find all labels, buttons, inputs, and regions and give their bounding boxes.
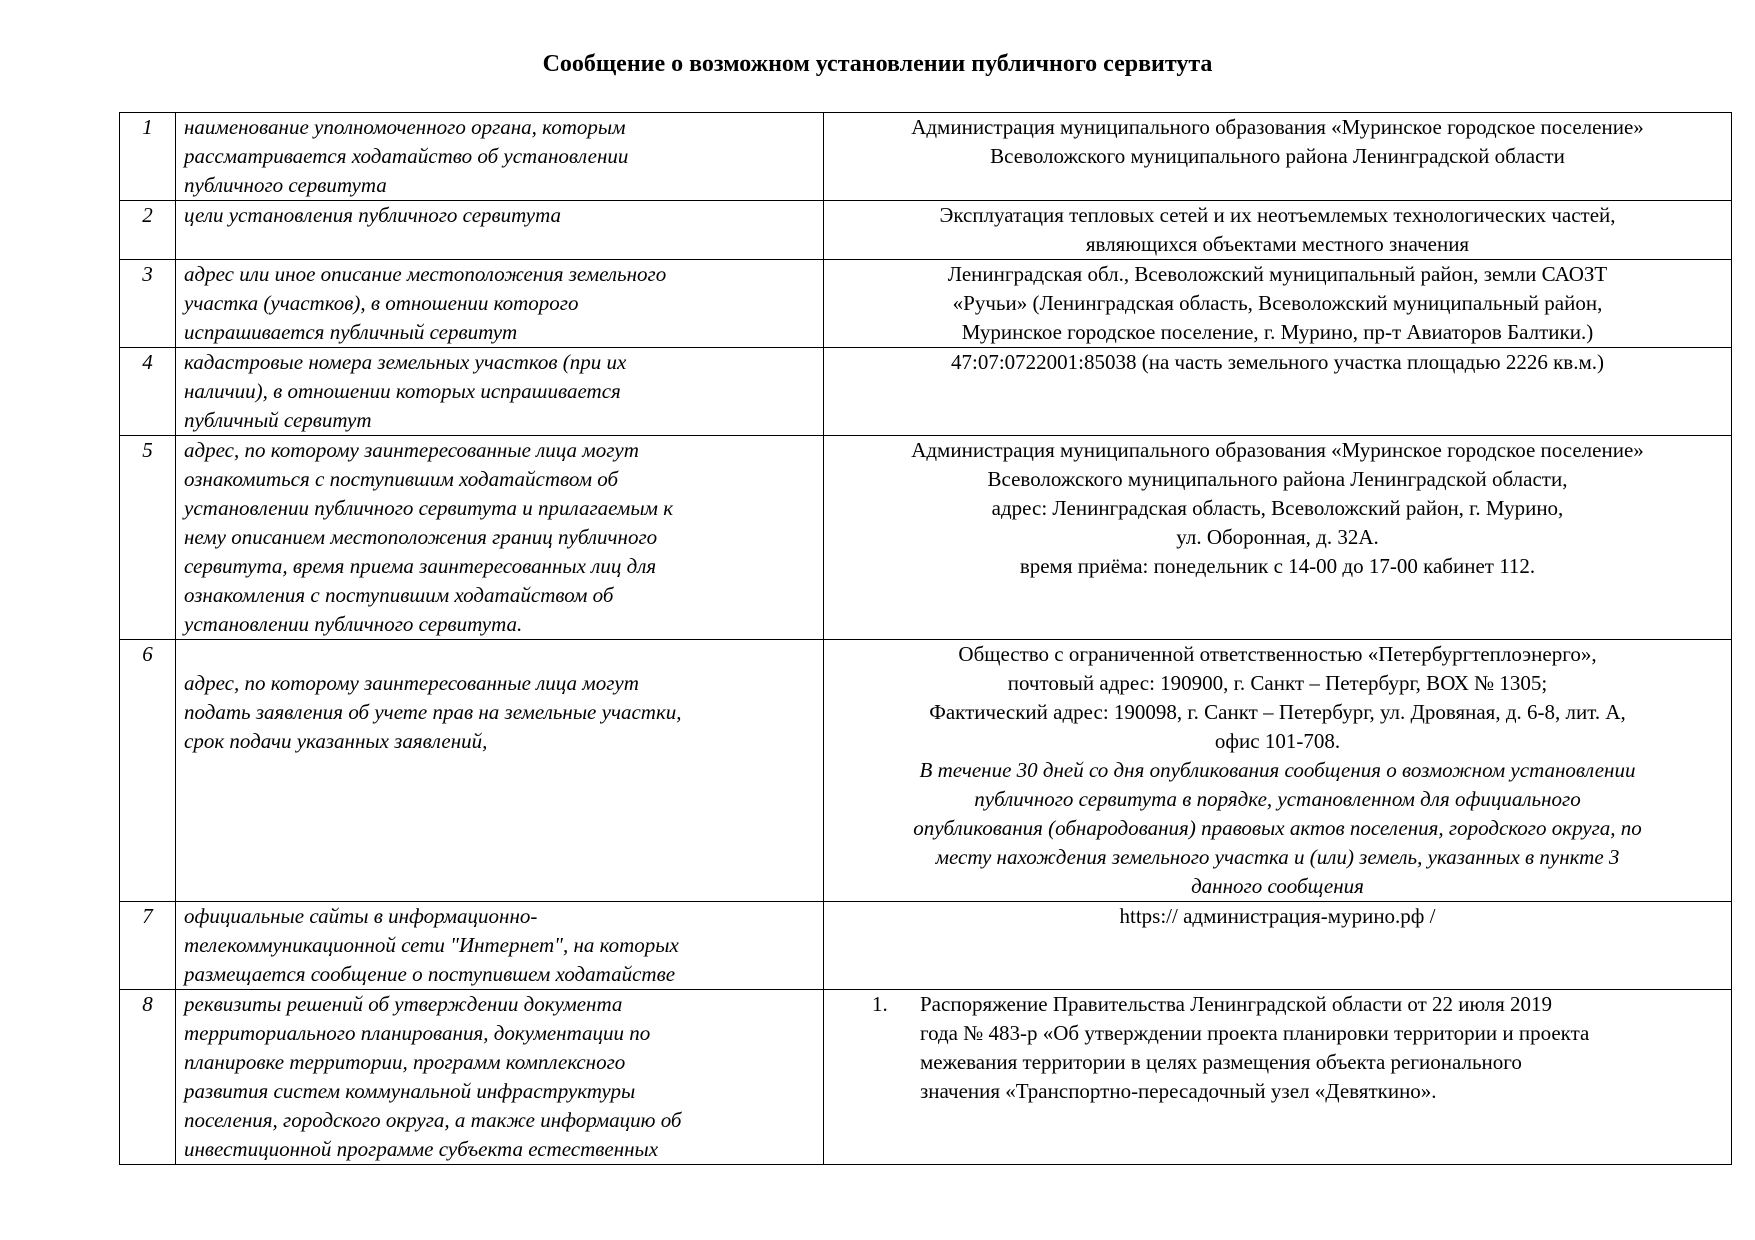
table-row [120,348,1732,436]
description-line: установлении публичного сервитута и прилагаемым к [184,496,674,520]
row-value [824,640,1732,902]
table-row [120,260,1732,348]
row-value [824,990,1732,1165]
description-line: телекоммуникационной сети "Интернет", на которых [184,933,679,957]
value-line: время приёма: понедельник с 14-00 до 17-00 кабинет 112. [1019,554,1536,578]
table-row [120,436,1732,640]
deadline-line: В течение 30 дней со дня опубликования сообщения о возможном установлении [919,758,1636,782]
row-description [176,436,824,640]
decision-list-item [832,990,1723,1106]
description-line: нему описанием местоположения границ публичного [184,525,658,549]
description-line: ознакомления с поступившим ходатайством об [184,583,614,607]
row-description [176,113,824,201]
row-description [176,260,824,348]
description-line: адрес, по которому заинтересованные лица могут [184,671,639,695]
value-line: Администрация муниципального образования «Муринское городское поселение» [911,115,1644,139]
value-line: Муринское городское поселение, г. Мурино, пр-т Авиаторов Балтики.) [961,320,1594,344]
value-line: ул. Оборонная, д. 32А. [1176,525,1379,549]
notice-table [119,112,1732,1165]
value-line: Эксплуатация тепловых сетей и их неотъемлемых технологических частей, [939,203,1616,227]
row-description [176,902,824,990]
deadline-line: месту нахождения земельного участка и (или) земель, указанных в пункте 3 [935,845,1620,869]
row-number: 1 [120,113,176,201]
row-value [824,436,1732,640]
deadline-line: опубликования (обнародования) правовых актов поселения, городского округа, по [913,816,1642,840]
description-line: наименование уполномоченного органа, которым [184,115,626,139]
row-value [824,260,1732,348]
description-line: наличии), в отношении которых испрашивается [184,379,621,403]
description-line: испрашивается публичный сервитут [184,320,518,344]
description-line: публичный сервитут [184,408,372,432]
description-line: ознакомиться с поступившим ходатайством об [184,467,619,491]
description-line: реквизиты решений об утверждении документа [184,992,623,1016]
deadline-line: данного сообщения [1191,874,1364,898]
description-line: официальные сайты в информационно- [184,904,538,928]
table-row [120,902,1732,990]
row-description [176,348,824,436]
value-line: Распоряжение Правительства Ленинградской области от 22 июля 2019 [920,992,1553,1016]
row-value [824,113,1732,201]
row-number: 6 [120,640,176,902]
row-number: 4 [120,348,176,436]
website-link[interactable]: https:// администрация-мурино.рф / [1119,904,1436,928]
value-line: Всеволожского муниципального района Ленинградской области [990,144,1565,168]
row-number: 2 [120,201,176,260]
description-line: адрес или иное описание местоположения земельного [184,262,667,286]
row-description [176,640,824,902]
row-number: 5 [120,436,176,640]
value-line: являющихся объектами местного значения [1085,232,1470,256]
row-value [824,902,1732,990]
description-line: установлении публичного сервитута. [184,612,523,636]
description-line: инвестиционной программе субъекта естественных [184,1137,659,1161]
value-line: межевания территории в целях размещения объекта регионального [920,1050,1522,1074]
table-row [120,201,1732,260]
row-number: 7 [120,902,176,990]
value-line: офис 101-708. [1214,729,1341,753]
value-line: почтовый адрес: 190900, г. Санкт – Петербург, ВОХ № 1305; [1007,671,1548,695]
value-line: Администрация муниципального образования «Муринское городское поселение» [911,438,1644,462]
table-row [120,113,1732,201]
row-value [824,348,1732,436]
description-line: планировке территории, программ комплексного [184,1050,626,1074]
value-line: Фактический адрес: 190098, г. Санкт – Петербург, ул. Дровяная, д. 6-8, лит. А, [929,700,1626,724]
description-spacer [184,640,815,669]
value-line: «Ручьи» (Ленинградская область, Всеволожский муниципальный район, [952,291,1603,315]
value-line: Всеволожского муниципального района Ленинградской области, [987,467,1568,491]
value-line: Общество с ограниченной ответственностью «Петербургтеплоэнерго», [958,642,1597,666]
page-title: Сообщение о возможном установлении публичного сервитута [542,51,1213,77]
value-line: адрес: Ленинградская область, Всеволожский район, г. Мурино, [991,496,1564,520]
value-line: значения «Транспортно-пересадочный узел «Девяткино». [920,1079,1437,1103]
description-line: цели установления публичного сервитута [184,203,562,227]
description-line: сервитута, время приема заинтересованных лиц для [184,554,657,578]
value-line: 47:07:0722001:85038 (на часть земельного участка площадью 2226 кв.м.) [950,350,1605,374]
value-line: Ленинградская обл., Всеволожский муниципальный район, земли САОЗТ [947,262,1608,286]
description-line: публичного сервитута [184,173,387,197]
description-line: поселения, городского округа, а также информацию об [184,1108,682,1132]
row-description [176,990,824,1165]
row-number: 3 [120,260,176,348]
row-value [824,201,1732,260]
row-number: 8 [120,990,176,1165]
table-row [120,640,1732,902]
table-row [120,990,1732,1165]
description-line: срок подачи указанных заявлений, [184,729,488,753]
description-line: участка (участков), в отношении которого [184,291,579,315]
row-description [176,201,824,260]
value-line: года № 483-р «Об утверждении проекта планировки территории и проекта [920,1021,1590,1045]
description-line: подать заявления об учете прав на земельные участки, [184,700,682,724]
list-item-number: 1. [872,992,888,1016]
description-line: территориального планирования, документации по [184,1021,651,1045]
description-line: рассматривается ходатайство об установлении [184,144,629,168]
description-line: размещается сообщение о поступившем ходатайстве [184,962,676,986]
description-line: кадастровые номера земельных участков (при их [184,350,627,374]
description-line: адрес, по которому заинтересованные лица могут [184,438,639,462]
list-item-text [920,990,1723,1106]
description-line: развития систем коммунальной инфраструктуры [184,1079,636,1103]
deadline-line: публичного сервитута в порядке, установленном для официального [974,787,1581,811]
